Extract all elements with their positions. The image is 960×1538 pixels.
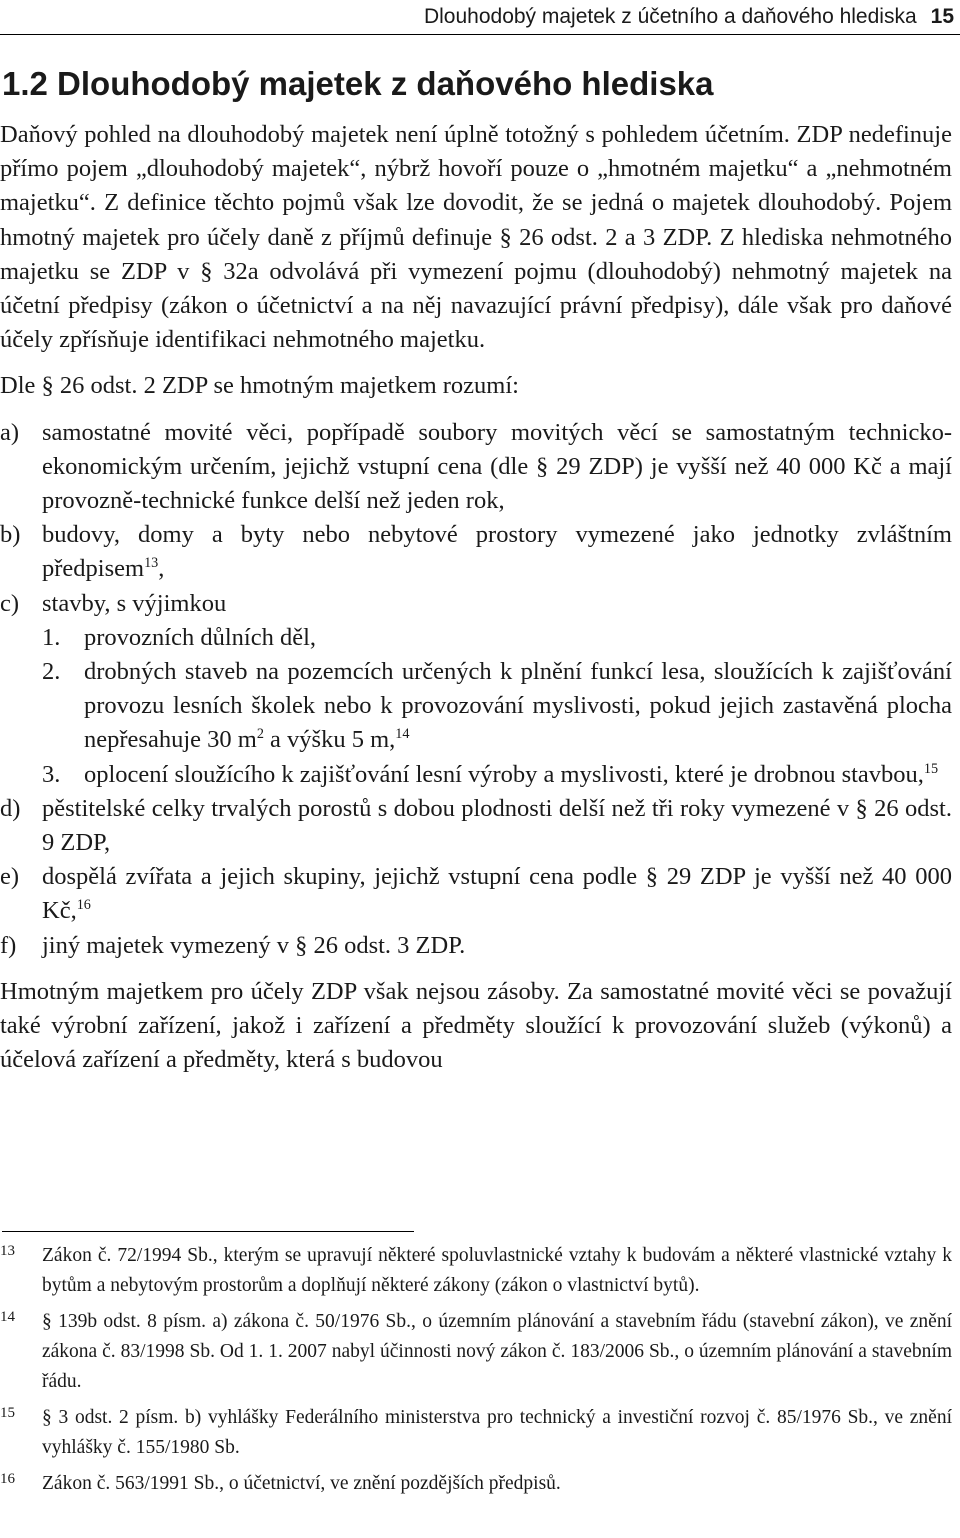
sub-label: 3. bbox=[42, 760, 61, 788]
footnote-ref: 13 bbox=[144, 555, 159, 572]
list-label: a) bbox=[0, 418, 20, 446]
sub-text: drobných staveb na pozemcích určených k plnění funkcí lesa, sloužících k zajišťování provozu lesních školek nebo k provozování myslivosti, pokud jejich zastavěná plocha nepřesahuje 30 $m^2$ a výšku 5 m,$^{14}$ bbox=[84, 658, 952, 754]
lead-in-sentence: Dle § 26 odst. 2 ZDP se hmotným majetkem rozumí: bbox=[0, 372, 519, 400]
list-item-d bbox=[0, 792, 952, 860]
list-item-a bbox=[0, 416, 952, 519]
sub-text: provozních důlních děl, bbox=[84, 623, 317, 651]
footnote bbox=[0, 1241, 952, 1301]
unit-exponent: 2 bbox=[256, 726, 264, 743]
footnote bbox=[0, 1469, 952, 1499]
footnote-text: § 139b odst. 8 písm. a) zákona č. 50/1976 Sb., o územním plánování a stavebním řádu (stavební zákon), ve znění zákona č. 83/1998 Sb. Od 1. 1. 2007 nabyl účinnosti nový zákon č. 183/2006 Sb., o územním plánování a stavebním řádu. bbox=[42, 1311, 952, 1392]
footnote-number: 15 bbox=[0, 1405, 15, 1421]
sub-label: 2. bbox=[42, 658, 61, 686]
sub-item-2 bbox=[42, 655, 952, 758]
footnotes bbox=[0, 1241, 952, 1505]
sub-item-3 bbox=[42, 758, 952, 792]
footnote-text: Zákon č. 563/1991 Sb., o účetnictví, ve znění pozdějších předpisů. bbox=[42, 1473, 561, 1494]
footnote-ref: 15 bbox=[923, 760, 939, 777]
running-title: Dlouhodobý majetek z účetního a daňového hlediska bbox=[423, 5, 917, 28]
intro-paragraph: Daňový pohled na dlouhodobý majetek není úplně totožný s pohledem účetním. ZDP nedefinuje přímo pojem „dlouhodobý majetek“, nýbrž hovoří pouze o „hmotném majetku“ a „nehmotném majetku“. Z definice těchto pojmů však lze dovodit, že se jedná o majetek dlouhodobý. Pojem hmotný majetek pro účely daně z příjmů definuje § 26 odst. 2 a 3 ZDP. Z hlediska nehmotného majetku se ZDP v § 32a odvolává při vymezení pojmu (dlouhodobý) nehmotný majetek na účetní předpisy (zákon o účetnictví a na něj navazující právní předpisy), dále však pro daňové účely zpřísňuje identifikaci nehmotného majetku. bbox=[0, 121, 952, 354]
footnote-divider bbox=[2, 1231, 414, 1232]
list-label: c) bbox=[0, 589, 20, 617]
footnote-number: 13 bbox=[0, 1243, 15, 1259]
footnote-ref: 16 bbox=[76, 897, 91, 914]
list-label: d) bbox=[0, 794, 21, 822]
list-label: f) bbox=[0, 931, 17, 959]
sub-label: 1. bbox=[42, 623, 61, 651]
body-text bbox=[0, 118, 952, 1077]
footnote-text: Zákon č. 72/1994 Sb., kterým se upravují některé spoluvlastnické vztahy k budovám a některé vlastnické vztahy k bytům a nebytovým prostorům a doplňují některé zákony (zákon o vlastnictví bytů). bbox=[42, 1245, 952, 1296]
footnote bbox=[0, 1403, 952, 1463]
page-number: 15 bbox=[930, 5, 954, 28]
footnote-text: § 3 odst. 2 písm. b) vyhlášky Federálního ministerstva pro technický a investiční rozvoj č. 85/1976 Sb., ve znění vyhlášky č. 155/1980 Sb. bbox=[42, 1407, 952, 1458]
list-text: jiný majetek vymezený v § 26 odst. 3 ZDP. bbox=[42, 931, 466, 959]
list-text: budovy, domy a byty nebo nebytové prostory vymezené jako jednotky zvláštním předpisem$^{13}$, bbox=[42, 521, 952, 583]
list-item-c bbox=[0, 587, 952, 621]
running-header bbox=[424, 2, 954, 32]
list-text: samostatné movité věci, popřípadě soubory movitých věcí se samostatným technicko-ekonomickým určením, jejichž vstupní cena (dle § 29 ZDP) je vyšší než 40 000 Kč a mají provozně-technické funkce delší než jeden rok, bbox=[42, 418, 952, 515]
list-text: stavby, s výjimkou bbox=[42, 589, 227, 617]
closing-paragraph: Hmotným majetkem pro účely ZDP však nejsou zásoby. Za samostatné movité věci se považují také výrobní zařízení, jakož i zařízení a předměty sloužící k provozování služeb (výkonů) a účelová zařízení a předměty, která s budovou bbox=[0, 977, 952, 1074]
footnote bbox=[0, 1307, 952, 1397]
section-heading: 1.2 Dlouhodobý majetek z daňového hlediska bbox=[2, 65, 714, 102]
list-item-e bbox=[0, 860, 952, 928]
list-label: e) bbox=[0, 863, 20, 891]
footnote-number: 16 bbox=[0, 1471, 15, 1487]
header-divider bbox=[0, 34, 960, 35]
list-item-f bbox=[0, 929, 952, 963]
footnote-ref: 14 bbox=[395, 726, 410, 743]
list-item-b bbox=[0, 518, 952, 586]
list-text: pěstitelské celky trvalých porostů s dobou plodnosti delší než tři roky vymezené v § 26 odst. 9 ZDP, bbox=[42, 794, 952, 857]
sub-text: oplocení sloužícího k zajišťování lesní výroby a myslivosti, které je drobnou stavbou,$^{15}$ bbox=[84, 760, 939, 788]
list-label: b) bbox=[0, 521, 21, 549]
sub-item-1 bbox=[42, 621, 952, 655]
footnote-number: 14 bbox=[0, 1309, 15, 1325]
list-text: dospělá zvířata a jejich skupiny, jejichž vstupní cena podle § 29 ZDP je vyšší než 40 000 Kč,$^{16}$ bbox=[42, 863, 952, 925]
